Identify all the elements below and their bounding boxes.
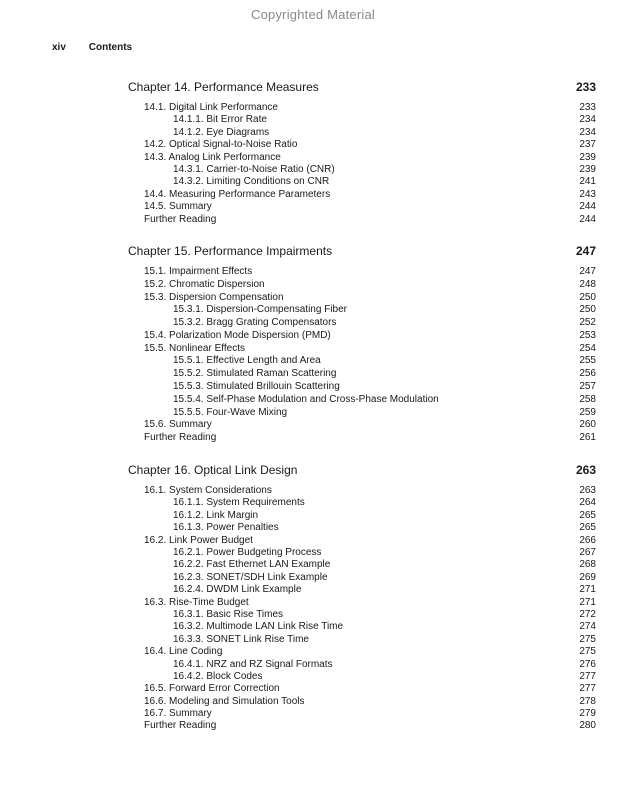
entry-page-number: 250	[579, 304, 596, 316]
chapter-heading[interactable]	[128, 243, 596, 260]
entry-title: 14.3.2. Limiting Conditions on CNR	[173, 176, 330, 188]
entry-page-number: 244	[579, 201, 596, 213]
toc-section-entry[interactable]	[128, 683, 596, 695]
entry-page-number: 275	[579, 633, 596, 645]
entry-title: 14.1.1. Bit Error Rate	[173, 114, 267, 126]
entry-page-number: 239	[579, 151, 596, 163]
toc-section-entry[interactable]	[128, 720, 596, 732]
entry-title: 15.5.3. Stimulated Brillouin Scattering	[173, 381, 340, 393]
toc-section-entry[interactable]	[128, 343, 596, 356]
entry-title: 16.2.2. Fast Ethernet LAN Example	[173, 559, 331, 571]
toc-subsection-entry[interactable]	[128, 559, 596, 571]
entry-title: 16.4. Line Coding	[144, 646, 223, 658]
toc-section-entry[interactable]	[128, 266, 596, 279]
table-of-contents	[128, 79, 596, 750]
toc-subsection-entry[interactable]	[128, 407, 596, 420]
chapter-title: Chapter 16. Optical Link Design	[128, 463, 298, 478]
entry-page-number: 241	[579, 176, 596, 188]
entry-title: 16.3. Rise-Time Budget	[144, 596, 249, 608]
toc-subsection-entry[interactable]	[128, 381, 596, 394]
toc-subsection-entry[interactable]	[128, 634, 596, 646]
toc-section-entry[interactable]	[128, 419, 596, 432]
toc-subsection-entry[interactable]	[128, 547, 596, 559]
entry-title: 16.2.3. SONET/SDH Link Example	[173, 571, 328, 583]
entry-title: 16.7. Summary	[144, 708, 212, 720]
entry-page-number: 268	[579, 559, 596, 571]
entry-title: 14.5. Summary	[144, 201, 212, 213]
entry-title: 16.6. Modeling and Simulation Tools	[144, 695, 305, 707]
entry-title: 14.1. Digital Link Performance	[144, 102, 278, 113]
entry-page-number: 256	[579, 368, 596, 380]
toc-subsection-entry[interactable]	[128, 497, 596, 509]
entry-page-number: 258	[579, 393, 596, 405]
entry-title: 14.1.2. Eye Diagrams	[173, 126, 270, 138]
entry-page-number: 234	[579, 126, 596, 138]
toc-section-entry[interactable]	[128, 432, 596, 445]
toc-subsection-entry[interactable]	[128, 127, 596, 139]
toc-subsection-entry[interactable]	[128, 394, 596, 407]
entry-page-number: 266	[579, 534, 596, 546]
entry-page-number: 253	[579, 329, 596, 341]
entry-page-number: 234	[579, 114, 596, 126]
entry-title: 15.1. Impairment Effects	[144, 265, 253, 277]
entry-page-number: 277	[579, 683, 596, 695]
running-head	[52, 42, 132, 53]
entry-title: 14.4. Measuring Performance Parameters	[144, 188, 331, 200]
entry-page-number: 260	[579, 419, 596, 431]
entry-title: 15.5. Nonlinear Effects	[144, 342, 245, 354]
chapter-title: Chapter 14. Performance Measures	[128, 80, 319, 94]
entry-title: 14.3.1. Carrier-to-Noise Ratio (CNR)	[173, 163, 335, 175]
entry-page-number: 255	[579, 355, 596, 367]
toc-subsection-entry[interactable]	[128, 114, 596, 126]
toc-section-entry[interactable]	[128, 696, 596, 708]
entry-title: 16.3.1. Basic Rise Times	[173, 608, 284, 620]
chapter-page-number: 233	[575, 80, 596, 94]
toc-subsection-entry[interactable]	[128, 584, 596, 596]
entry-page-number: 271	[579, 584, 596, 596]
entry-title: 16.1. System Considerations	[144, 485, 272, 497]
entry-page-number: 278	[579, 695, 596, 707]
entry-title: 15.3.2. Bragg Grating Compensators	[173, 317, 337, 329]
toc-subsection-entry[interactable]	[128, 659, 596, 671]
toc-subsection-entry[interactable]	[128, 609, 596, 621]
chapter-block	[128, 462, 596, 733]
entry-title: 16.2.4. DWDM Link Example	[173, 584, 302, 596]
entry-page-number: 279	[579, 708, 596, 720]
toc-section-entry[interactable]	[128, 201, 596, 213]
chapter-heading[interactable]	[128, 79, 596, 96]
entry-page-number: 265	[579, 509, 596, 521]
chapter-title: Chapter 15. Performance Impairments	[128, 243, 333, 258]
entry-page-number: 274	[579, 621, 596, 633]
entry-title: 15.5.2. Stimulated Raman Scattering	[173, 368, 337, 380]
entry-page-number: 277	[579, 670, 596, 682]
toc-section-entry[interactable]	[128, 535, 596, 547]
entry-page-number: 264	[579, 497, 596, 509]
entry-page-number: 237	[579, 139, 596, 151]
toc-section-entry[interactable]	[128, 330, 596, 343]
toc-section-entry[interactable]	[128, 279, 596, 292]
copyright-watermark: Copyrighted Material	[251, 7, 375, 22]
entry-page-number: 244	[579, 213, 596, 225]
toc-section-entry[interactable]	[128, 152, 596, 164]
entry-page-number: 263	[579, 485, 596, 497]
toc-subsection-entry[interactable]	[128, 176, 596, 188]
toc-subsection-entry[interactable]	[128, 621, 596, 633]
running-head-title: Contents	[88, 42, 133, 53]
entry-page-number: 269	[579, 571, 596, 583]
toc-section-entry[interactable]	[128, 214, 596, 226]
entry-title: Further Reading	[144, 213, 217, 225]
chapter-block	[128, 243, 596, 445]
entry-page-number: 259	[579, 406, 596, 418]
chapter-block	[128, 79, 596, 226]
entry-title: 16.4.2. Block Codes	[173, 670, 263, 682]
entry-page-number: 280	[579, 720, 596, 732]
toc-subsection-entry[interactable]	[128, 522, 596, 534]
entry-title: 16.1.2. Link Margin	[173, 509, 259, 521]
toc-section-entry[interactable]	[128, 597, 596, 609]
entry-page-number: 247	[579, 265, 596, 277]
entry-page-number: 252	[579, 317, 596, 329]
toc-section-entry[interactable]	[128, 102, 596, 114]
entry-title: 16.1.1. System Requirements	[173, 497, 305, 509]
toc-section-entry[interactable]	[128, 189, 596, 201]
entry-page-number: 254	[579, 342, 596, 354]
entry-title: 16.3.3. SONET Link Rise Time	[173, 633, 309, 645]
entry-title: 15.5.5. Four-Wave Mixing	[173, 406, 288, 418]
chapter-page-number: 247	[575, 243, 596, 258]
entry-page-number: 250	[579, 291, 596, 303]
entry-title: 15.4. Polarization Mode Dispersion (PMD)	[144, 329, 331, 341]
entry-page-number: 243	[579, 188, 596, 200]
toc-subsection-entry[interactable]	[128, 164, 596, 176]
entry-page-number: 261	[579, 432, 596, 444]
entry-page-number: 276	[579, 658, 596, 670]
chapter-heading[interactable]	[128, 462, 596, 479]
toc-section-entry[interactable]	[128, 485, 596, 497]
toc-subsection-entry[interactable]	[128, 572, 596, 584]
entry-title: 16.2.1. Power Budgeting Process	[173, 547, 322, 559]
entry-page-number: 233	[579, 102, 596, 113]
entry-title: 15.5.4. Self-Phase Modulation and Cross-Phase Modulation	[173, 393, 439, 405]
entry-title: 15.2. Chromatic Dispersion	[144, 278, 265, 290]
entry-page-number: 257	[579, 381, 596, 393]
entry-page-number: 239	[579, 163, 596, 175]
entry-title: 14.2. Optical Signal-to-Noise Ratio	[144, 139, 298, 151]
entry-page-number: 267	[579, 547, 596, 559]
entry-title: 15.5.1. Effective Length and Area	[173, 355, 321, 367]
entry-page-number: 275	[579, 646, 596, 658]
entry-title: Further Reading	[144, 720, 217, 732]
entry-title: 16.1.3. Power Penalties	[173, 522, 279, 534]
entry-title: 15.6. Summary	[144, 419, 212, 431]
entry-title: 16.3.2. Multimode LAN Link Rise Time	[173, 621, 344, 633]
toc-subsection-entry[interactable]	[128, 368, 596, 381]
entry-title: 15.3.1. Dispersion-Compensating Fiber	[173, 304, 347, 316]
page-number: xiv	[52, 42, 66, 53]
entry-page-number: 271	[579, 596, 596, 608]
entry-page-number: 248	[579, 278, 596, 290]
toc-section-entry[interactable]	[128, 139, 596, 151]
entry-title: 14.3. Analog Link Performance	[144, 151, 281, 163]
chapter-page-number: 263	[575, 463, 596, 478]
entry-title: 15.3. Dispersion Compensation	[144, 291, 284, 303]
entry-page-number: 265	[579, 522, 596, 534]
toc-subsection-entry[interactable]	[128, 671, 596, 683]
toc-section-entry[interactable]	[128, 646, 596, 658]
toc-subsection-entry[interactable]	[128, 304, 596, 317]
entry-title: Further Reading	[144, 432, 217, 444]
toc-section-entry[interactable]	[128, 708, 596, 720]
toc-subsection-entry[interactable]	[128, 355, 596, 368]
entry-page-number: 272	[579, 608, 596, 620]
entry-title: 16.2. Link Power Budget	[144, 534, 253, 546]
toc-subsection-entry[interactable]	[128, 317, 596, 330]
toc-section-entry[interactable]	[128, 292, 596, 305]
entry-title: 16.4.1. NRZ and RZ Signal Formats	[173, 658, 333, 670]
toc-subsection-entry[interactable]	[128, 510, 596, 522]
entry-title: 16.5. Forward Error Correction	[144, 683, 280, 695]
